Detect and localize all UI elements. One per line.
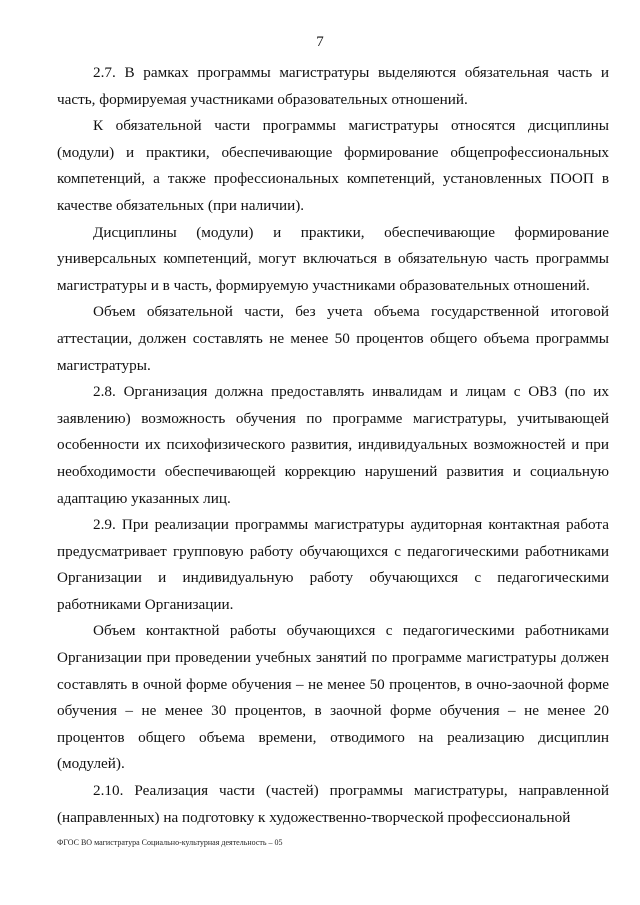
paragraph-2-9: 2.9. При реализации программы магистратуры аудиторная контактная работа предусматривает групповую работу обучающихся с педагогическими работниками Организации и индивидуальную работу обучающихся с педагогическими работниками Организации. [57, 516, 609, 613]
page-footer: ФГОС ВО магистратура Социально-культурная деятельность – 05 [57, 838, 283, 847]
page-number: 7 [316, 34, 324, 50]
paragraph-2-10: 2.10. Реализация части (частей) программы магистратуры, направленной (направленных) на подготовку к художественно-творческой профессиональной [57, 782, 609, 826]
paragraph-2-7: 2.7. В рамках программы магистратуры выделяются обязательная часть и часть, формируемая участниками образовательных отношений. [57, 64, 609, 108]
paragraph-contact-volume: Объем контактной работы обучающихся с педагогическими работниками Организации при проведении учебных занятий по программе магистратуры должен составлять в очной форме обучения – не менее 50 процентов, в очно-заочной форме обучения – не менее 30 процентов, в заочной форме обучения – не менее 20 процентов общего объема времени, отводимого на реализацию дисциплин (модулей). [57, 622, 609, 773]
paragraph-2-8: 2.8. Организация должна предоставлять инвалидам и лицам с ОВЗ (по их заявлению) возможность обучения по программе магистратуры, учитывающей особенности их психофизического развития, индивидуальных возможностей и при необходимости обеспечивающей коррекцию нарушений развития и социальную адаптацию указанных лиц. [57, 383, 609, 507]
document-body [57, 60, 609, 831]
paragraph-mandatory-volume: Объем обязательной части, без учета объема государственной итоговой аттестации, должен составлять не менее 50 процентов общего объема программы магистратуры. [57, 303, 609, 374]
paragraph-mandatory-part: К обязательной части программы магистратуры относятся дисциплины (модули) и практики, обеспечивающие формирование общепрофессиональных компетенций, а также профессиональных компетенций, установленных ПООП в качестве обязательных (при наличии). [57, 117, 609, 214]
paragraph-disciplines: Дисциплины (модули) и практики, обеспечивающие формирование универсальных компетенций, могут включаться в обязательную часть программы магистратуры и в часть, формируемую участниками образовательных отношений. [57, 223, 609, 294]
